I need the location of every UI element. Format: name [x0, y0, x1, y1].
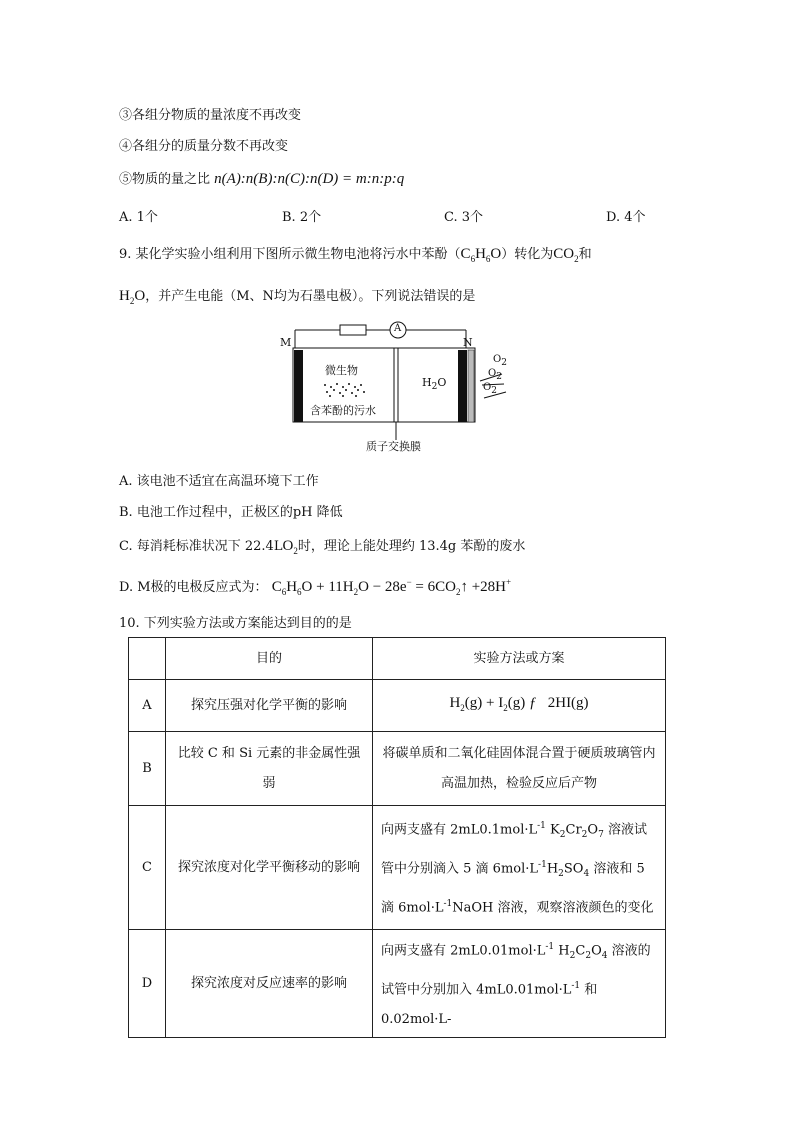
co2-formula: $CO_2$ — [553, 246, 579, 264]
q9-option-d — [119, 576, 511, 597]
q10-stem: 10. 下列实验方法或方案能达到目的的是 — [119, 616, 352, 631]
row-id: B — [129, 732, 166, 806]
row-id: A — [129, 680, 166, 732]
q9-option-c — [119, 535, 525, 556]
electrode-equation: $C_6H_6O + 11H_2O - 28e^-$ = $6CO_2↑ +28H^+$ — [271, 577, 512, 597]
o2-label: $O_2$ — [493, 354, 507, 368]
condition-5 — [119, 168, 404, 188]
condition-5-prefix: ⑤物质的量之比 — [119, 172, 211, 187]
row-purpose: 探究浓度对化学平衡移动的影响 — [166, 806, 373, 930]
table-row — [129, 806, 666, 930]
experiment-table — [128, 637, 666, 1038]
row-purpose: 探究压强对化学平衡的影响 — [166, 680, 373, 732]
header-method: 实验方法或方案 — [373, 638, 666, 680]
table-row — [129, 930, 666, 1038]
q9-stem-part: 和 — [578, 247, 592, 262]
q9-stem-part: ，并产生电能（M、N均为石墨电极）。下列说法错误的是 — [145, 289, 476, 304]
table-row — [129, 732, 666, 806]
water-label: $H_2O$ — [422, 376, 447, 393]
q8-option-c: C. 3个 — [444, 210, 484, 225]
q9-option-b: B. 电池工作过程中，正极区的pH 降低 — [119, 505, 343, 520]
condition-3: ③各组分物质的量浓度不再改变 — [119, 108, 302, 123]
ammeter-label: A — [394, 323, 402, 334]
row-method: $H_2(g) + I_2(g)$ ƒ 2HI(g) — [373, 680, 666, 732]
row-purpose: 比较 C 和 Si 元素的非金属性强弱 — [166, 732, 373, 806]
o2-label: $O_2$ — [483, 382, 497, 396]
row-method: 将碳单质和二氧化硅固体混合置于硬质玻璃管内高温加热，检验反应后产物 — [373, 732, 666, 806]
header-blank — [129, 638, 166, 680]
row-id: D — [129, 930, 166, 1038]
table-header-row — [129, 638, 666, 680]
label-n: N — [463, 336, 473, 349]
membrane-label: 质子交换膜 — [366, 440, 421, 453]
microbial-cell-diagram — [280, 318, 520, 458]
condition-4: ④各组分的质量分数不再改变 — [119, 139, 289, 154]
q9-option-d-part: D. M极的电极反应式为： — [119, 580, 268, 595]
q9-stem-part: ）转化为 — [501, 247, 554, 262]
q8-option-b: B. 2个 — [282, 210, 322, 225]
q8-option-d: D. 4个 — [606, 210, 646, 225]
header-purpose: 目的 — [166, 638, 373, 680]
wastewater-label: 含苯酚的污水 — [310, 404, 376, 417]
o2-label: $O_2$ — [488, 368, 502, 382]
ratio-formula: n(A):n(B):n(C):n(D) = m:n:p:q — [214, 171, 405, 187]
row-id: C — [129, 806, 166, 930]
microbe-label: 微生物 — [325, 364, 358, 377]
row-method: 向两支盛有 $2mL0.1mol\cdot L^{-1}$ $K_2Cr_2O_7$ 溶液试管中分别滴入 5 滴 $6mol\cdot L^{-1}H_2SO_4$ 溶液和 5 滴 $6mol\cdot L^{-1}NaOH$ 溶液，观察溶液颜色的变化 — [373, 806, 666, 930]
label-m: M — [280, 336, 292, 349]
h2o-formula: $H_2O$ — [119, 288, 146, 306]
q9-stem-part: 9. 某化学实验小组利用下图所示微生物电池将污水中苯酚（ — [119, 247, 461, 262]
row-method: 向两支盛有 $2mL0.01mol\cdot L^{-1}$ $H_2C_2O_4$ 溶液的试管中分别加入 $4mL0.01mol\cdot L^{-1}$ 和 0.02mol·L- — [373, 930, 666, 1038]
q9-stem-line2 — [119, 285, 475, 306]
o2-formula: $O_2$ — [282, 538, 298, 556]
row-purpose: 探究浓度对反应速率的影响 — [166, 930, 373, 1038]
q8-option-a: A. 1个 — [119, 210, 158, 225]
phenol-formula: $C_6H_6O$ — [460, 246, 502, 264]
table-row — [129, 680, 666, 732]
q9-option-c-part: C. 每消耗标准状况下 22.4L — [119, 539, 283, 554]
q9-option-c-part: 时，理论上能处理约 13.4g 苯酚的废水 — [297, 539, 526, 554]
q9-option-a: A. 该电池不适宜在高温环境下工作 — [119, 474, 319, 489]
q9-stem-line1 — [119, 243, 592, 264]
